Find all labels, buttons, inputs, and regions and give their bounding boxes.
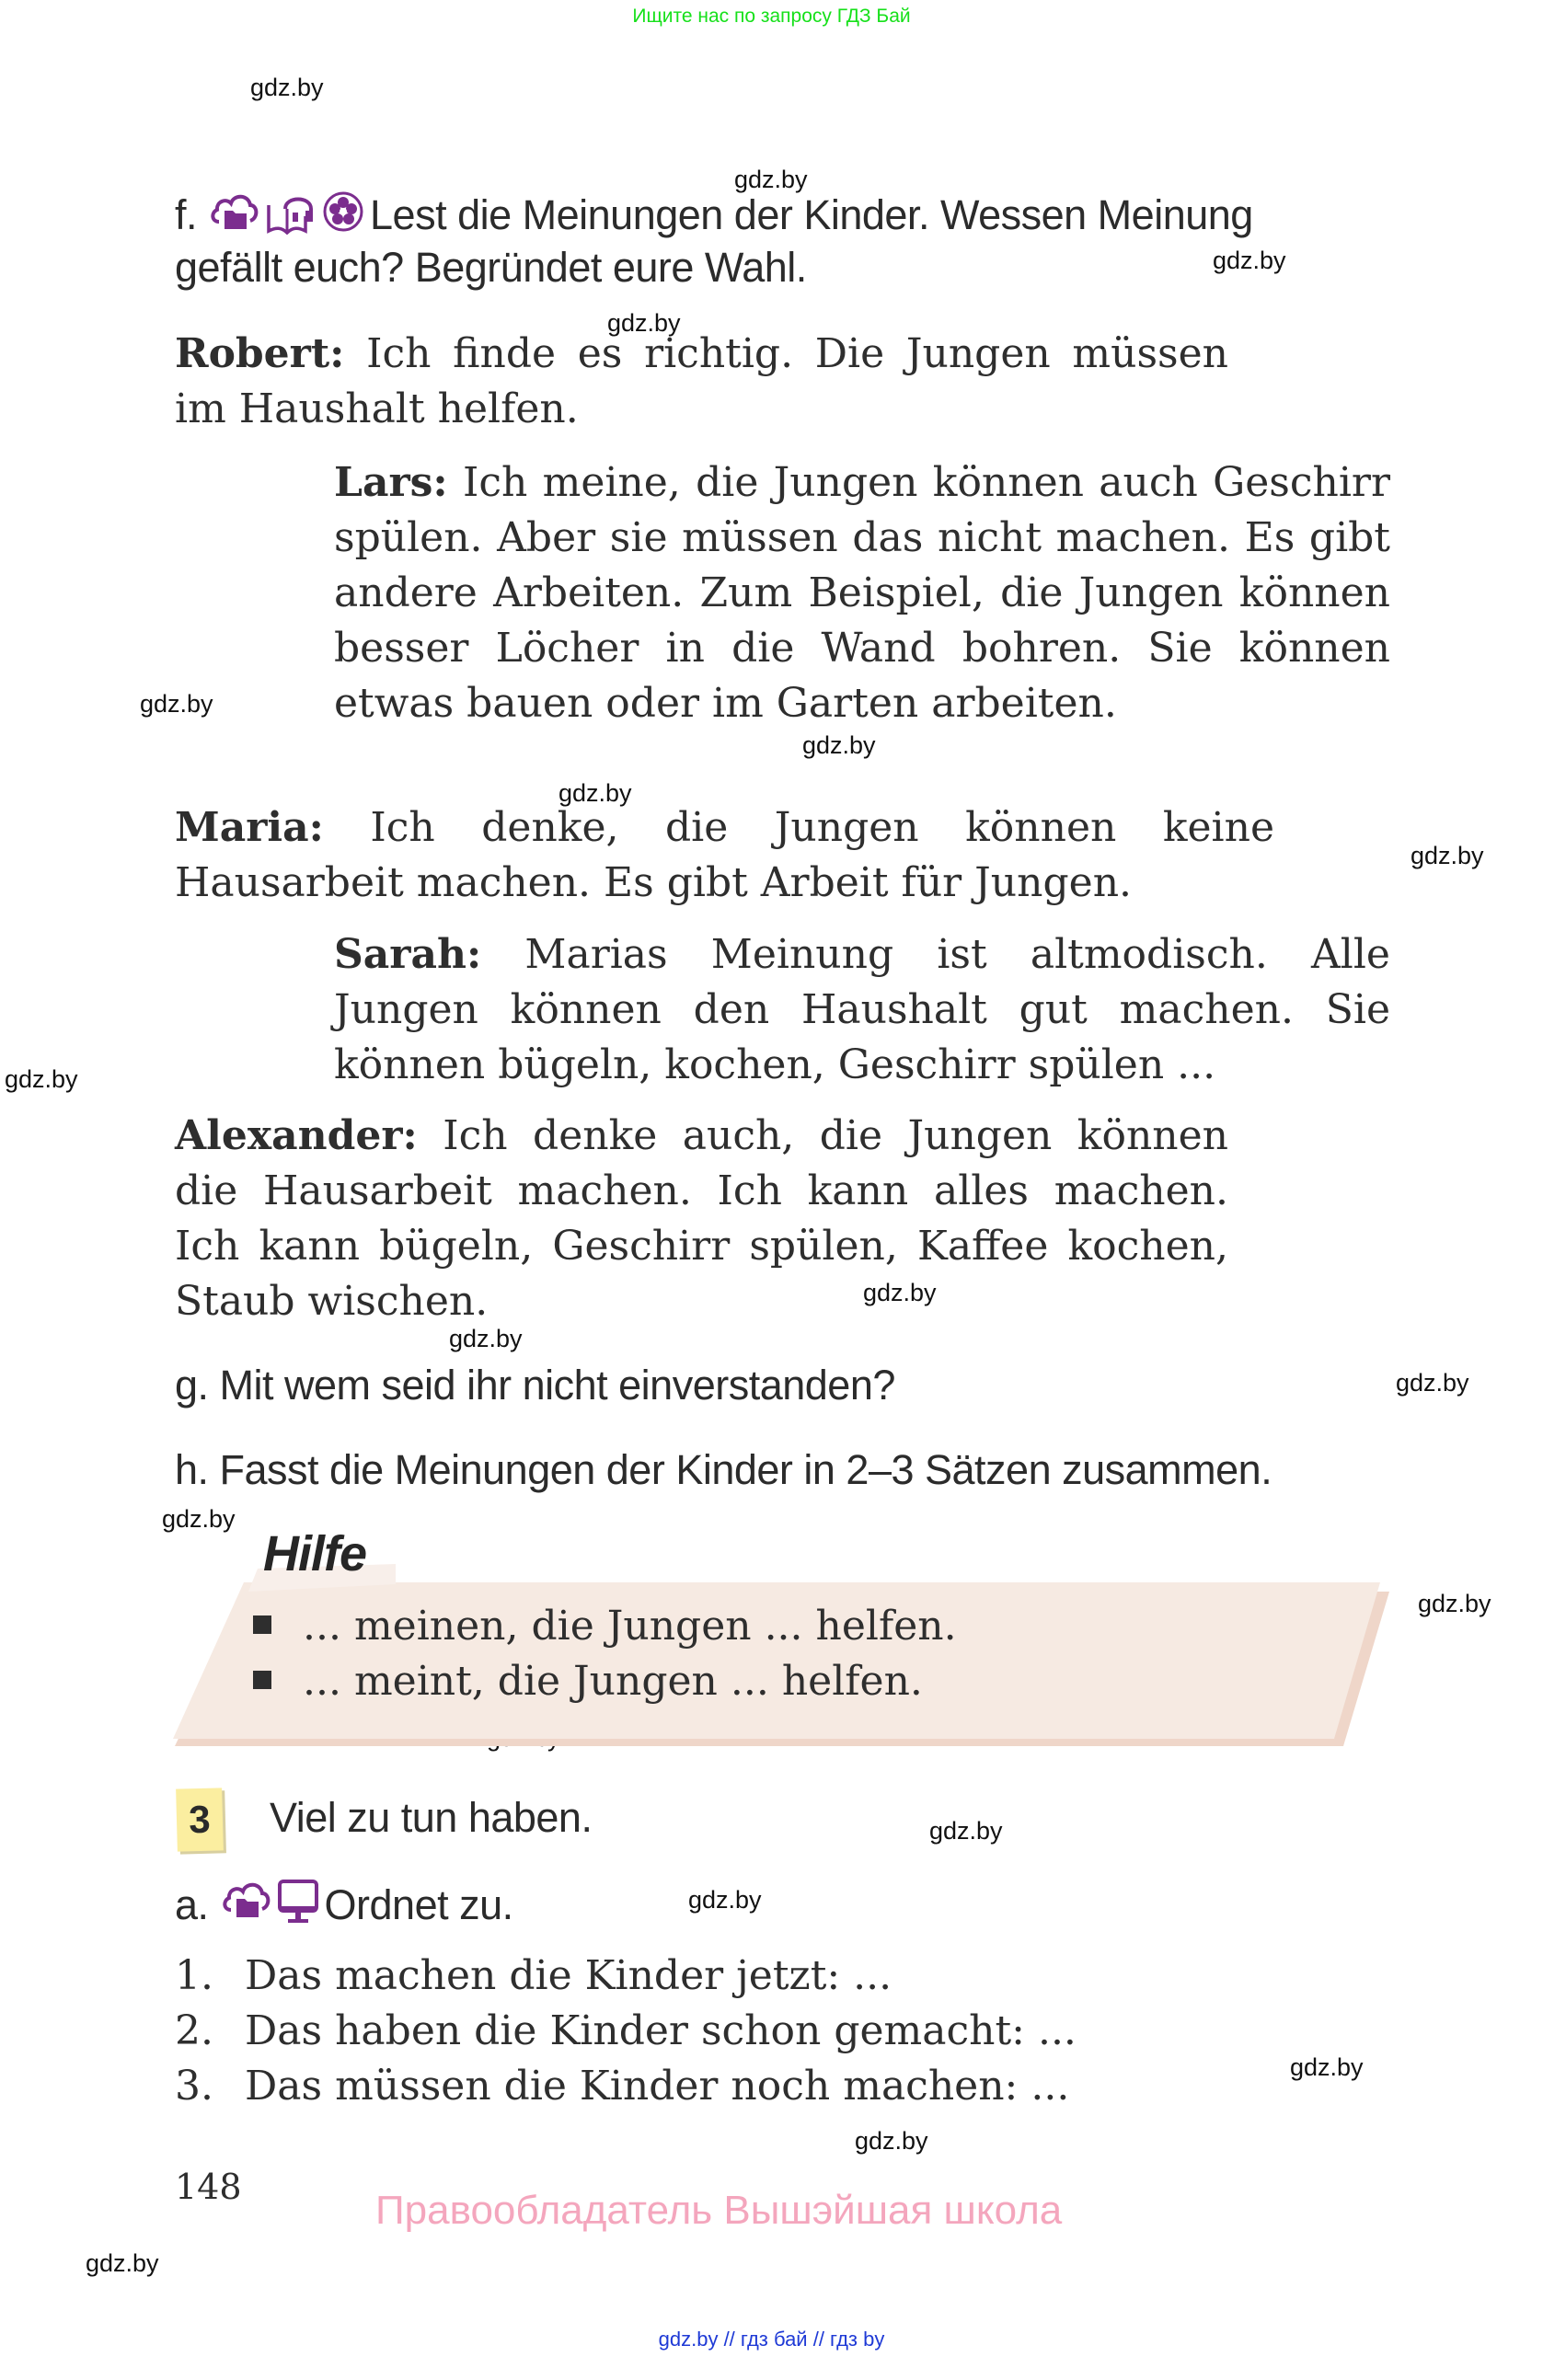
hilfe-item: ... meint, die Jungen ... helfen. [253, 1654, 923, 1709]
opinion-lars [334, 455, 1390, 731]
exercise-number-badge: 3 [176, 1788, 224, 1851]
watermark: gdz.by [688, 1886, 762, 1914]
task-a-heading [175, 1879, 513, 1929]
task-f-line1: Lest die Meinungen der Kinder. Wessen Meinung [370, 191, 1253, 238]
task-f-line2: gefällt euch? Begründet eure Wahl. [175, 244, 807, 291]
opinion-sarah [334, 927, 1390, 1093]
task-g: g. Mit wem seid ihr nicht einverstanden? [175, 1362, 895, 1408]
list-item: 1. Das machen die Kinder jetzt: ... [175, 1952, 892, 1999]
opinion-text: Marias Meinung ist altmodisch. Alle Jungen können den Haushalt gut machen. Sie können bügeln, kochen, Geschirr spülen ... [334, 931, 1390, 1088]
opinion-text: Ich meine, die Jungen können auch Geschirr spülen. Aber sie müssen das nicht machen. Es gibt andere Arbeiten. Zum Beispiel, die Jungen können besser Löcher in die Wand bohren. Sie können etwas bauen oder im Garten arbeiten. [334, 459, 1390, 727]
watermark: gdz.by [863, 1279, 937, 1306]
watermark: gdz.by [855, 2127, 928, 2155]
opinion-text: Ich finde es richtig. Die Jungen müssen im Haushalt helfen. [175, 330, 1228, 432]
watermark: gdz.by [558, 779, 632, 807]
speaker-name: Maria: [175, 804, 324, 851]
watermark: gdz.by [929, 1817, 1003, 1845]
watermark: gdz.by [802, 731, 876, 759]
opinion-robert [175, 327, 1228, 437]
task-icons [220, 1879, 319, 1925]
book-headphones-icon [265, 190, 317, 235]
cloud-folder-icon [208, 190, 259, 235]
exercise-title: Viel zu tun haben. [270, 1794, 593, 1841]
task-icons [208, 190, 364, 235]
watermark: gdz.by [1411, 842, 1484, 869]
cloud-folder-icon [220, 1879, 271, 1925]
task-a-text: Ordnet zu. [324, 1881, 513, 1928]
speaker-name: Lars: [334, 459, 448, 506]
watermark: gdz.by [1418, 1590, 1491, 1617]
task-f-heading [175, 190, 1253, 239]
watermark: gdz.by [734, 166, 808, 193]
task-letter: a. [175, 1881, 209, 1928]
rights-holder: Правообладатель Вышэйшая школа [375, 2188, 1063, 2233]
speaker-name: Alexander: [175, 1112, 418, 1159]
search-banner: Ищите нас по запросу ГДЗ Бай [632, 6, 911, 27]
opinion-maria [175, 800, 1274, 911]
opinion-alexander [175, 1109, 1228, 1329]
watermark: gdz.by [449, 1325, 523, 1352]
speaker-name: Robert: [175, 330, 345, 377]
watermark: gdz.by [1213, 247, 1286, 274]
task-letter: f. [175, 191, 198, 238]
task-h: h. Fasst die Meinungen der Kinder in 2–3 Sätzen zusammen. [175, 1446, 1272, 1493]
watermark: gdz.by [162, 1505, 236, 1533]
watermark: gdz.by [86, 2249, 159, 2277]
monitor-icon [277, 1879, 319, 1925]
opinion-text: Ich denke auch, die Jungen können die Hausarbeit machen. Ich kann alles machen. Ich kann bügeln, Geschirr spülen, Kaffee kochen, Staub wischen. [175, 1112, 1228, 1325]
opinion-text: Ich denke, die Jungen können keine Hausarbeit machen. Es gibt Arbeit für Jungen. [175, 804, 1274, 906]
bullet-square-icon [253, 1671, 271, 1689]
watermark: gdz.by [5, 1065, 78, 1093]
watermark: gdz.by [250, 74, 324, 101]
list-item: 3. Das müssen die Kinder noch machen: ... [175, 2063, 1070, 2110]
watermark: gdz.by [1290, 2053, 1364, 2081]
flower-icon [322, 190, 364, 235]
watermark: gdz.by [1396, 1369, 1469, 1397]
bullet-square-icon [253, 1615, 271, 1634]
speaker-name: Sarah: [334, 931, 482, 978]
page-number: 148 [175, 2167, 242, 2207]
footer-links[interactable]: gdz.by // гдз бай // гдз by [658, 2328, 885, 2351]
hilfe-title: Hilfe [263, 1526, 367, 1581]
list-item: 2. Das haben die Kinder schon gemacht: ... [175, 2007, 1077, 2054]
watermark: gdz.by [140, 690, 213, 718]
watermark: gdz.by [607, 309, 681, 337]
hilfe-item: ... meinen, die Jungen ... helfen. [253, 1599, 957, 1654]
